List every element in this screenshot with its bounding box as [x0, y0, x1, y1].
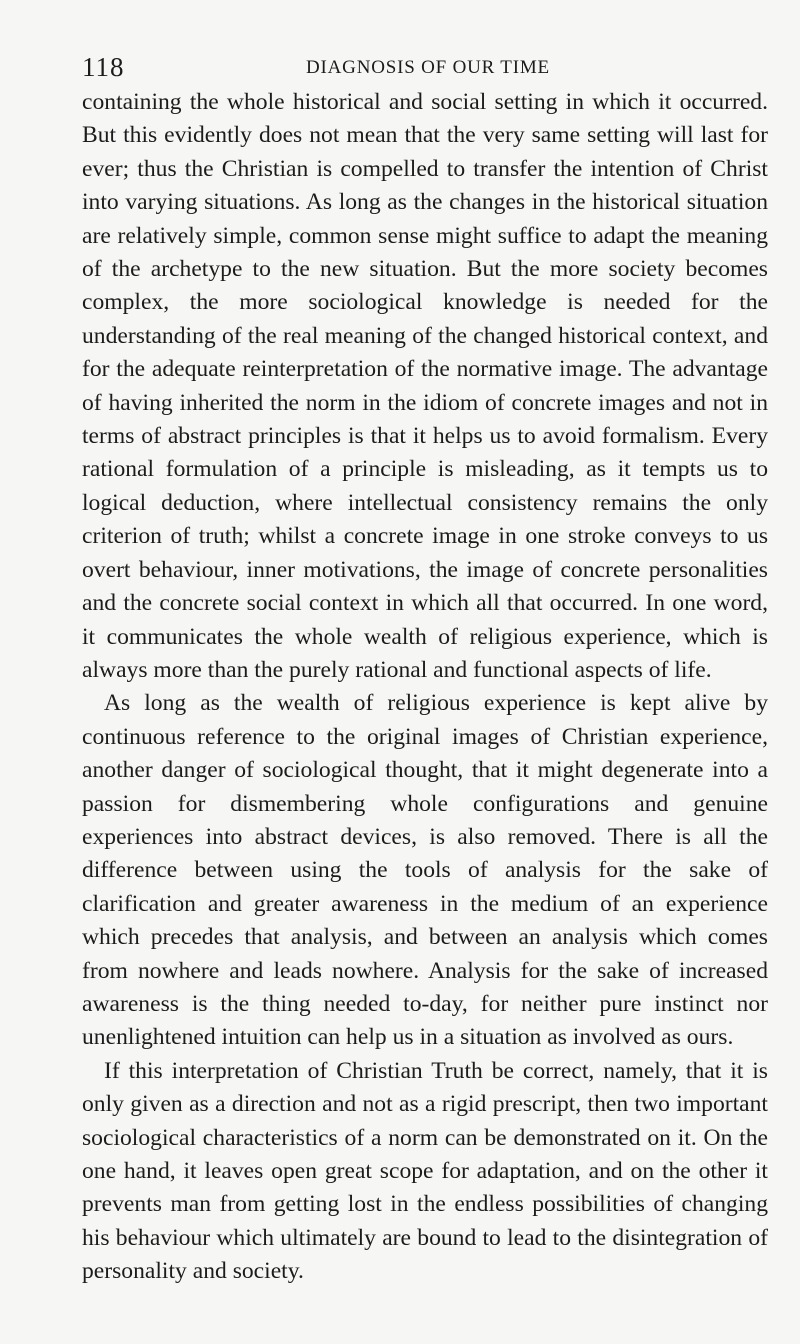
running-head [82, 52, 768, 82]
body-text [82, 86, 768, 1289]
paragraph-continued: containing the whole historical and social setting in which it occurred. But this evidently does not mean that the very same setting will last for ever; thus the Christian is compelled to transfer the intention of Christ into varying situations. As long as the changes in the historical situation are relatively simple, common sense might suffice to adapt the meaning of the archetype to the new situation. But the more society becomes complex, the more sociological knowledge is needed for the understanding of the real meaning of the changed historical context, and for the adequate reinterpretation of the normative image. The advantage of having inherited the norm in the idiom of concrete images and not in terms of abstract principles is that it helps us to avoid formalism. Every rational formulation of a principle is misleading, as it tempts us to logical deduction, where intellectual consistency remains the only criterion of truth; whilst a concrete image in one stroke conveys to us overt behaviour, inner motivations, the image of concrete personalities and the concrete social context in which all that occurred. In one word, it communicates the whole wealth of religious experience, which is always more than the purely rational and functional aspects of life. [82, 89, 768, 683]
page-number: 118 [82, 52, 125, 82]
paragraph: If this interpretation of Christian Truth be correct, namely, that it is only given as a direction and not as a rigid prescript, then two important sociological characteristics of a norm can be demonstrated on it. On the one hand, it leaves open great scope for adaptation, and on the other it prevents man from getting lost in the endless possibilities of changing his behaviour which ultimately are bound to lead to the disintegration of personality and society. [82, 1057, 768, 1285]
paragraph: As long as the wealth of religious experience is kept alive by continuous reference to the original images of Christian experience, another danger of sociological thought, that it might degenerate into a passion for dismembering whole configurations and genuine experiences into abstract devices, is also removed. There is all the difference between using the tools of analysis for the sake of clarification and greater awareness in the medium of an experience which precedes that analysis, and between an analysis which comes from nowhere and leads nowhere. Analysis for the sake of increased awareness is the thing needed to-day, for neither pure instinct nor unenlightened intuition can help us in a situation as involved as ours. [82, 690, 768, 1051]
running-title: DIAGNOSIS OF OUR TIME [306, 57, 550, 78]
